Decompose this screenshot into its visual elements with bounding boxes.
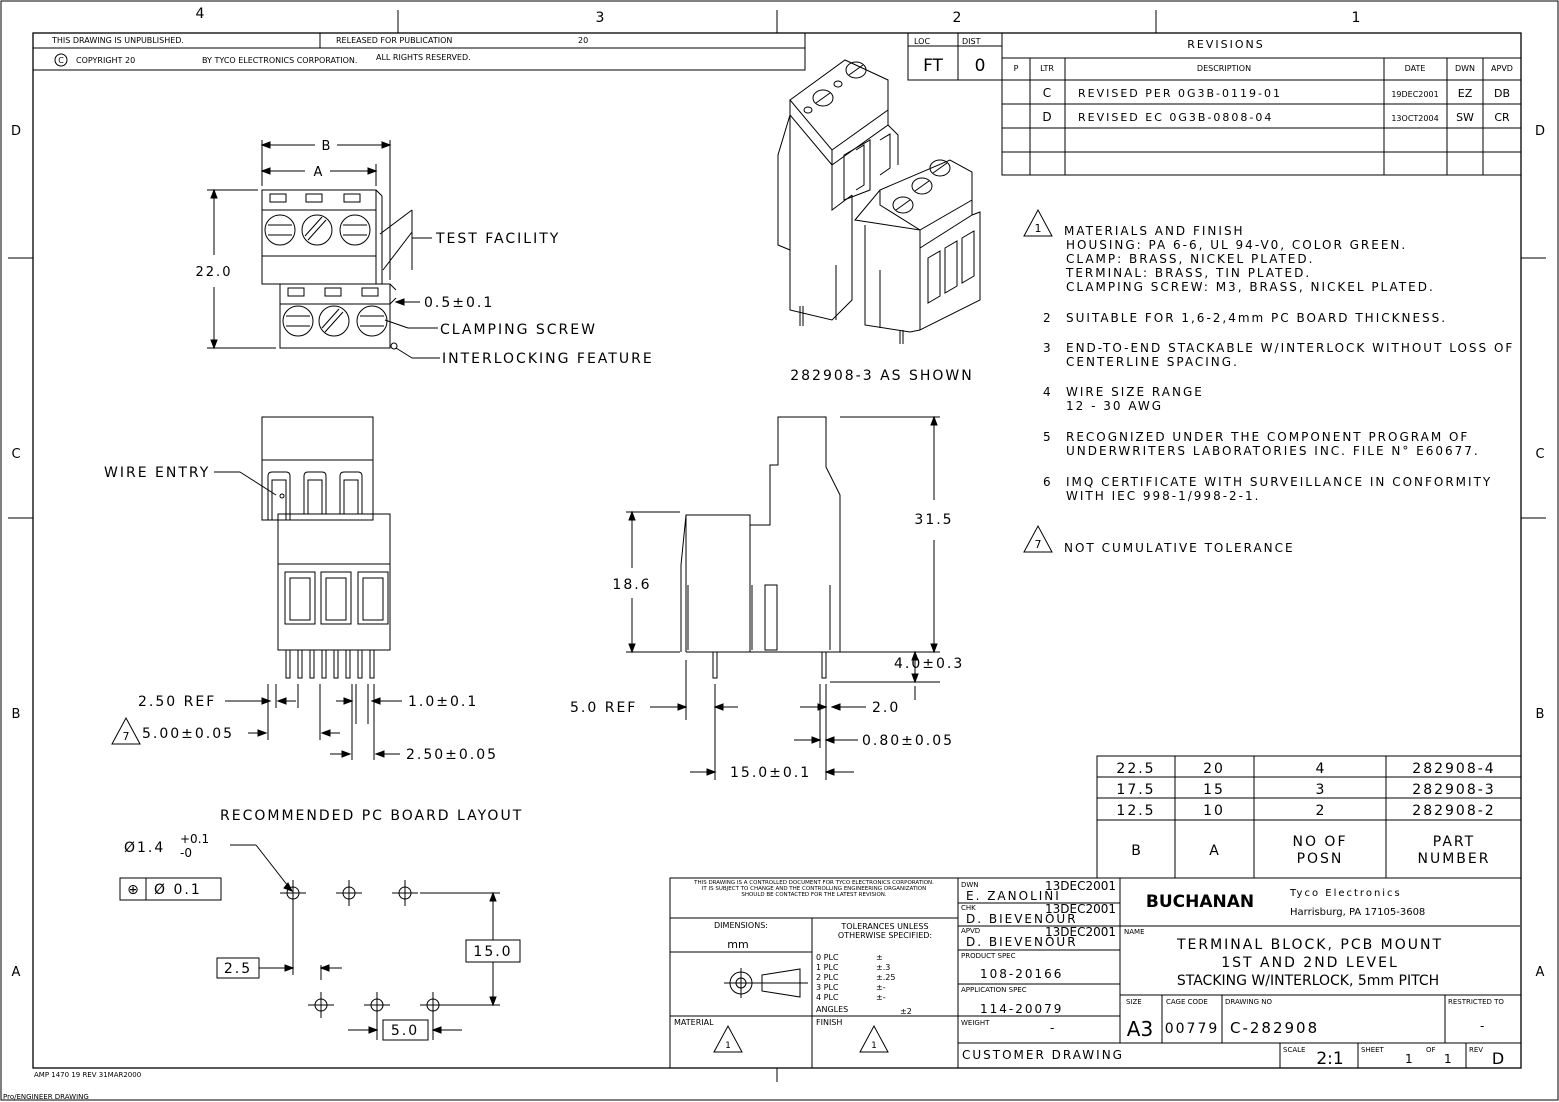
ref-50-label: 5.0 REF (570, 700, 638, 716)
zone-right-c: C (1535, 447, 1545, 462)
chk-label: CHK (961, 904, 976, 912)
tol-value: ± (876, 953, 883, 962)
revisions-table (1002, 33, 1521, 175)
hole-size-label: Ø1.4 (124, 840, 166, 856)
note-line: WIRE SIZE RANGE (1066, 385, 1204, 399)
screw-icon (265, 215, 295, 245)
cage-value: 00779 (1164, 1021, 1220, 1037)
scale-value: 2:1 (1316, 1049, 1344, 1069)
name-label: NAME (1124, 928, 1145, 936)
product-spec-value: 108-20166 (980, 967, 1064, 981)
note-line: MATERIALS AND FINISH (1064, 224, 1245, 238)
note-line: 12 - 30 AWG (1066, 399, 1164, 413)
application-spec-label: APPLICATION SPEC (961, 986, 1027, 994)
wire-entry-label: WIRE ENTRY (104, 465, 211, 481)
tol-value: ±2 (900, 1007, 912, 1016)
note-line: UNDERWRITERS LABORATORIES INC. FILE N° E60677. (1066, 444, 1480, 458)
cage-label: CAGE CODE (1166, 998, 1208, 1006)
height-315-label: 31.5 (914, 512, 954, 528)
parts-header-pn: NUMBER (1417, 851, 1491, 867)
screw-icon (319, 306, 349, 336)
dim-150-label: 15.0±0.1 (730, 765, 812, 781)
restricted-label: RESTRICTED TO (1448, 998, 1504, 1006)
zone-top-3: 3 (595, 10, 605, 26)
dwn-date: 13DEC2001 (1044, 879, 1116, 893)
dim-a-label: A (313, 165, 323, 180)
parts-header-pn: PART (1432, 834, 1476, 850)
front-view-labels (104, 465, 498, 763)
released-year: 20 (578, 36, 589, 45)
dwn-label: DWN (961, 881, 979, 889)
rev-value: D (1491, 1049, 1505, 1068)
chk-name: D. BIEVENOUR (966, 912, 1078, 926)
projection-symbol (724, 968, 808, 998)
sheet-border (1, 1, 1558, 1100)
note-line: HOUSING: PA 6-6, UL 94-V0, COLOR GREEN. (1066, 238, 1408, 252)
rev-row-ltr: C (1042, 86, 1052, 100)
drawing-number: C-282908 (1230, 1019, 1320, 1037)
tol-place: ANGLES (816, 1005, 849, 1014)
dimensions-unit: mm (727, 938, 749, 951)
rev-label: REV (1469, 1046, 1484, 1054)
parts-cell: 12.5 (1116, 803, 1156, 819)
buchanan-logo: BUCHANAN (1145, 892, 1255, 912)
apvd-name: D. BIEVENOUR (966, 935, 1078, 949)
note-number: 5 (1043, 430, 1051, 444)
note-line: NOT CUMULATIVE TOLERANCE (1064, 541, 1295, 555)
parts-header-a: A (1209, 843, 1219, 859)
parts-cell: 282908-4 (1412, 761, 1496, 777)
size-label: SIZE (1126, 998, 1142, 1006)
svg-text:C: C (58, 56, 64, 65)
dim-20-label: 2.0 (872, 700, 901, 716)
parts-table (1097, 756, 1521, 878)
loc-value: FT (923, 56, 943, 76)
drawing-no-label: DRAWING NO (1225, 998, 1272, 1006)
pcb-labels (124, 808, 523, 1039)
parts-cell: 20 (1203, 761, 1225, 777)
revisions-title: REVISIONS (1187, 38, 1265, 51)
rev-header-p: P (1013, 64, 1019, 73)
weight-label: WEIGHT (961, 1019, 990, 1027)
chk-date: 13DEC2001 (1044, 902, 1116, 916)
tol-place: 4 PLC (816, 993, 839, 1002)
tol-label: 0.5±0.1 (424, 295, 495, 311)
rev-row-apvd: CR (1494, 111, 1510, 124)
svg-text:1: 1 (871, 1041, 877, 1051)
tolerances-title: OTHERWISE SPECIFIED: (837, 931, 933, 940)
rev-row-desc: REVISED PER 0G3B-0119-01 (1078, 87, 1282, 100)
flag-7-number: 7 (122, 730, 130, 743)
size-value: A3 (1126, 1017, 1154, 1041)
top-view (207, 140, 440, 358)
fcf-position-symbol: ⊕ (127, 882, 139, 898)
iso-caption: 282908-3 AS SHOWN (790, 368, 974, 384)
zone-top-4: 4 (195, 6, 205, 22)
software-note: Pro/ENGINEER DRAWING (3, 1093, 89, 1101)
screw-icon (283, 306, 313, 336)
unpublished-text: THIS DRAWING IS UNPUBLISHED. (52, 36, 184, 45)
company-address: Harrisburg, PA 17105-3608 (1290, 907, 1426, 918)
released-text: RELEASED FOR PUBLICATION (336, 36, 453, 45)
apvd-label: APVD (961, 927, 981, 935)
parts-header-b: B (1131, 843, 1141, 859)
note-line: RECOGNIZED UNDER THE COMPONENT PROGRAM OF (1066, 430, 1470, 444)
note-line: SUITABLE FOR 1,6-2,4mm PC BOARD THICKNESS. (1066, 311, 1448, 325)
dim-500-label: 5.00±0.05 (142, 726, 235, 742)
note-line: CLAMP: BRASS, NICKEL PLATED. (1066, 252, 1315, 266)
notes-block (1024, 210, 1514, 555)
zone-left-c: C (11, 447, 21, 462)
note-line: END-TO-END STACKABLE W/INTERLOCK WITHOUT LOSS OF (1066, 341, 1515, 355)
drawing-name-line: TERMINAL BLOCK, PCB MOUNT (1176, 937, 1444, 953)
copyright-text: COPYRIGHT 20 (76, 56, 136, 65)
tol-place: 0 PLC (816, 953, 839, 962)
zone-top-1: 1 (1351, 10, 1361, 26)
sheet-value: 1 (1405, 1052, 1413, 1066)
controlled-text: THIS DRAWING IS A CONTROLLED DOCUMENT FOR TYCO ELECTRONICS CORPORATION. (694, 880, 934, 886)
zone-left-d: D (10, 124, 22, 139)
parts-cell: 10 (1203, 803, 1225, 819)
rev-row-date: 19DEC2001 (1391, 90, 1439, 99)
height-22-label: 22.0 (195, 265, 233, 280)
parts-cell: 4 (1315, 761, 1325, 777)
rev-row-date: 13OCT2004 (1391, 114, 1439, 123)
note-number: 2 (1043, 311, 1051, 325)
note-number: 3 (1043, 341, 1051, 355)
rights-text: ALL RIGHTS RESERVED. (376, 53, 471, 62)
ref-250-label: 2.50 REF (138, 694, 217, 710)
note-line: CENTERLINE SPACING. (1066, 355, 1239, 369)
zone-left-b: B (11, 707, 21, 722)
dim-b-label: B (321, 139, 331, 154)
top-view-labels (196, 139, 654, 367)
zone-right-a: A (1535, 965, 1545, 980)
parts-cell: 282908-3 (1412, 782, 1496, 798)
title-block (670, 878, 1521, 1069)
dim-40-label: 4.0±0.3 (894, 656, 965, 672)
application-spec-value: 114-20079 (980, 1002, 1064, 1016)
clamping-screw-label: CLAMPING SCREW (440, 322, 597, 338)
zone-top-2: 2 (952, 10, 962, 26)
svg-text:1: 1 (725, 1041, 731, 1051)
note-line: CLAMPING SCREW: M3, BRASS, NICKEL PLATED. (1066, 280, 1435, 294)
form-number: AMP 1470 19 REV 31MAR2000 (34, 1071, 142, 1079)
tol-value: ±.25 (876, 973, 896, 982)
drawing-name-line: STACKING W/INTERLOCK, 5mm PITCH (1176, 973, 1440, 989)
parts-cell: 15 (1203, 782, 1225, 798)
rev-header-date: DATE (1404, 64, 1426, 73)
dist-label: DIST (962, 37, 981, 46)
test-facility-label: TEST FACILITY (436, 231, 561, 247)
rev-row-desc: REVISED EC 0G3B-0808-04 (1078, 111, 1274, 124)
note-number: 6 (1043, 475, 1051, 489)
dist-value: 0 (974, 56, 986, 76)
svg-text:1: 1 (1034, 222, 1042, 235)
tol-value: ±- (876, 983, 886, 992)
customer-drawing: CUSTOMER DRAWING (962, 1048, 1124, 1062)
tolerances-title: TOLERANCES UNLESS (841, 922, 929, 931)
loc-label: LOC (914, 37, 931, 46)
tol-place: 2 PLC (816, 973, 839, 982)
note-number: 4 (1043, 385, 1051, 399)
rev-row-dwn: EZ (1457, 87, 1473, 100)
parts-header-posn: NO OF (1292, 834, 1348, 850)
dwn-name: E. ZANOLINI (966, 889, 1061, 903)
rev-header-desc: DESCRIPTION (1196, 64, 1252, 73)
rev-header-apvd: APVD (1491, 64, 1513, 73)
tol-place: 1 PLC (816, 963, 839, 972)
drawing-name-line: 1ST AND 2ND LEVEL (1221, 955, 1399, 971)
zone-left-a: A (11, 965, 21, 980)
controlled-text: IT IS SUBJECT TO CHANGE AND THE CONTROLLING ENGINEERING ORGANIZATION (701, 886, 927, 892)
apvd-date: 13DEC2001 (1044, 925, 1116, 939)
weight-value: - (1050, 1021, 1055, 1035)
restricted-value: - (1480, 1019, 1485, 1033)
dim-150-box-label: 15.0 (473, 944, 513, 960)
dim-25-label: 2.5 (223, 961, 253, 977)
interlocking-feature-label: INTERLOCKING FEATURE (442, 351, 654, 367)
parts-cell: 282908-2 (1412, 803, 1496, 819)
svg-text:7: 7 (1034, 538, 1042, 551)
parts-cell: 2 (1315, 803, 1325, 819)
zone-right-b: B (1535, 707, 1545, 722)
of-value: 1 (1444, 1052, 1452, 1066)
sheet-label: SHEET (1361, 1046, 1384, 1054)
company-name: Tyco Electronics (1290, 888, 1402, 899)
side-view-labels (570, 512, 964, 781)
rev-row-apvd: DB (1493, 87, 1511, 100)
hole-tol-minus: -0 (180, 846, 192, 860)
finish-label: FINISH (816, 1018, 843, 1027)
tol-place: 3 PLC (816, 983, 839, 992)
note-line: TERMINAL: BRASS, TIN PLATED. (1066, 266, 1312, 280)
publication-header (33, 33, 1002, 80)
rev-header-ltr: LTR (1040, 64, 1054, 73)
tol-value: ±- (876, 993, 886, 1002)
parts-cell: 17.5 (1116, 782, 1156, 798)
rev-header-dwn: DWN (1454, 64, 1476, 73)
note-line: IMQ CERTIFICATE WITH SURVEILLANCE IN CONFORMITY (1066, 475, 1493, 489)
copyright-by: BY TYCO ELECTRONICS CORPORATION. (202, 56, 358, 65)
fcf-tolerance: Ø 0.1 (154, 882, 202, 898)
pcb-title: RECOMMENDED PC BOARD LAYOUT (220, 808, 524, 824)
dim-250-label: 2.50±0.05 (406, 747, 499, 763)
screw-icon (340, 215, 370, 245)
dim-50-box-label: 5.0 (390, 1023, 420, 1039)
isometric-view (778, 60, 980, 344)
height-186-label: 18.6 (612, 577, 652, 593)
of-label: OF (1426, 1046, 1436, 1054)
controlled-text: SHOULD BE CONTACTED FOR THE LATEST REVISION. (741, 892, 887, 898)
material-label: MATERIAL (674, 1018, 714, 1027)
product-spec-label: PRODUCT SPEC (961, 952, 1016, 960)
parts-cell: 22.5 (1116, 761, 1156, 777)
zone-right-d: D (1534, 124, 1546, 139)
side-view (626, 417, 940, 780)
dim-10-label: 1.0±0.1 (408, 694, 479, 710)
dim-080-label: 0.80±0.05 (862, 733, 955, 749)
parts-cell: 3 (1315, 782, 1325, 798)
rev-row-ltr: D (1042, 110, 1052, 124)
tol-value: ±.3 (876, 963, 891, 972)
dimensions-label: DIMENSIONS: (714, 921, 768, 930)
note-line: WITH IEC 998-1/998-2-1. (1066, 489, 1261, 503)
hole-tol-plus: +0.1 (180, 832, 210, 846)
scale-label: SCALE (1283, 1046, 1306, 1054)
rev-row-dwn: SW (1456, 111, 1474, 124)
parts-header-posn: POSN (1296, 851, 1344, 867)
screw-icon (357, 306, 387, 336)
pcb-layout (120, 845, 520, 1040)
